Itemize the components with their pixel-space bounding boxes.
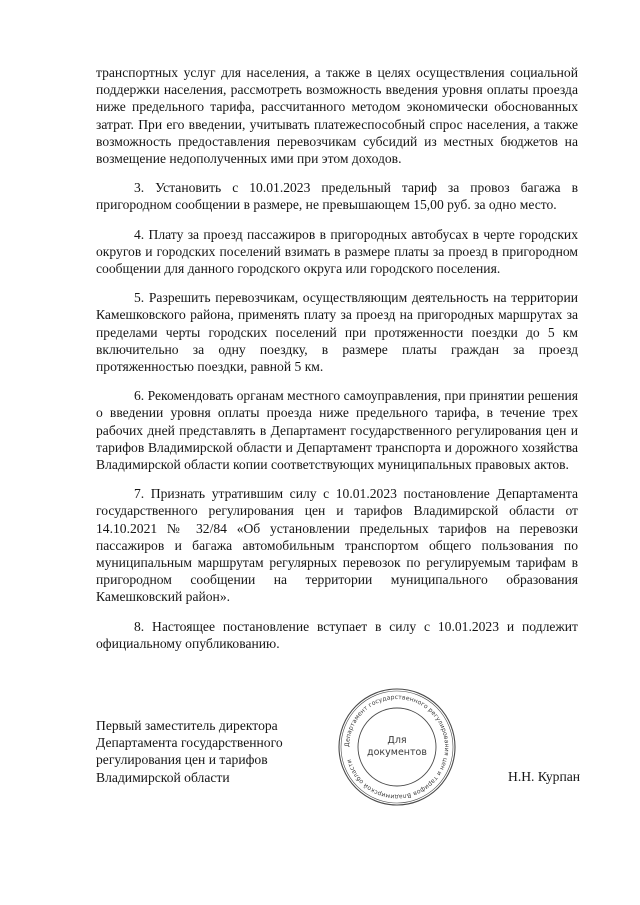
signatory-title-line: Департамента государственного — [96, 735, 283, 751]
svg-text:Департамент государственного р: Департамент государственного регулирования цен и тарифов Владимирской области — [343, 693, 451, 801]
official-stamp — [336, 686, 458, 808]
stamp-center-text — [336, 686, 458, 808]
signatory-title-line: Владимирской области — [96, 769, 230, 785]
stamp-center-line: Для — [387, 735, 407, 746]
signatory-title-line: регулирования цен и тарифов — [96, 752, 268, 768]
signatory-title-line: Первый заместитель директора — [96, 718, 278, 733]
signatory-name: Н.Н. Курпан — [508, 769, 581, 784]
paragraph-item-6: 6. Рекомендовать органам местного самоуправления, при принятии решения о введении уровня оплаты проезда ниже предельного тарифа, в течение трех рабочих дней представлять в Департамент государственного регулирования цен и тарифов Владимирской области и Департамент транспорта и дорожного хозяйства Владимирской области копии соответствующих муниципальных правовых актов. — [96, 388, 578, 473]
paragraph-item-8: 8. Настоящее постановление вступает в силу с 10.01.2023 и подлежит официальному опубликованию. — [96, 618, 578, 651]
stamp-center-line: документов — [367, 747, 427, 758]
paragraph-item-5: 5. Разрешить перевозчикам, осуществляющим деятельность на территории Камешковского района, применять плату за проезд на пригородных маршрутах за пределами черты городских поселений при протяженности поездки до 5 км включительно за одну поездку, в размере платы граждан за проезд протяженностью поездки, равной 5 км. — [96, 290, 578, 375]
document-body — [96, 64, 578, 664]
paragraph-item-4: 4. Плату за проезд пассажиров в пригородных автобусах в черте городских округов и городских поселений взимать в размере платы за проезд в пригородном сообщении для данного городского округа или городского поселения. — [96, 226, 578, 277]
paragraph-item-7: 7. Признать утратившим силу с 10.01.2023 постановление Департамента государственного регулирования цен и тарифов Владимирской области от 14.10.2021 № 32/84 «Об установлении предельных тарифов на перевозки пассажиров и багажа автомобильным транспортом общего пользования по муниципальным маршрутам регулярных перевозок по регулируемым тарифам в пригородном сообщении на территории муниципального образования Камешковский район». — [96, 486, 578, 605]
paragraph-continuation: транспортных услуг для населения, а также в целях осуществления социальной поддержки населения, рассмотреть возможность введения уровня оплаты проезда ниже предельного тарифа, рассчитанного методом экономически обоснованных затрат. При его введении, учитывать платежеспособный спрос населения, а также возможность предоставления перевозчикам субсидий из местных бюджетов на возмещение недополученных ими при этом доходов. — [96, 65, 578, 167]
signatory-title — [96, 717, 326, 786]
paragraph-item-3: 3. Установить с 10.01.2023 предельный тариф за провоз багажа в пригородном сообщении в размере, не превышающем 15,00 руб. за одно место. — [96, 180, 578, 213]
